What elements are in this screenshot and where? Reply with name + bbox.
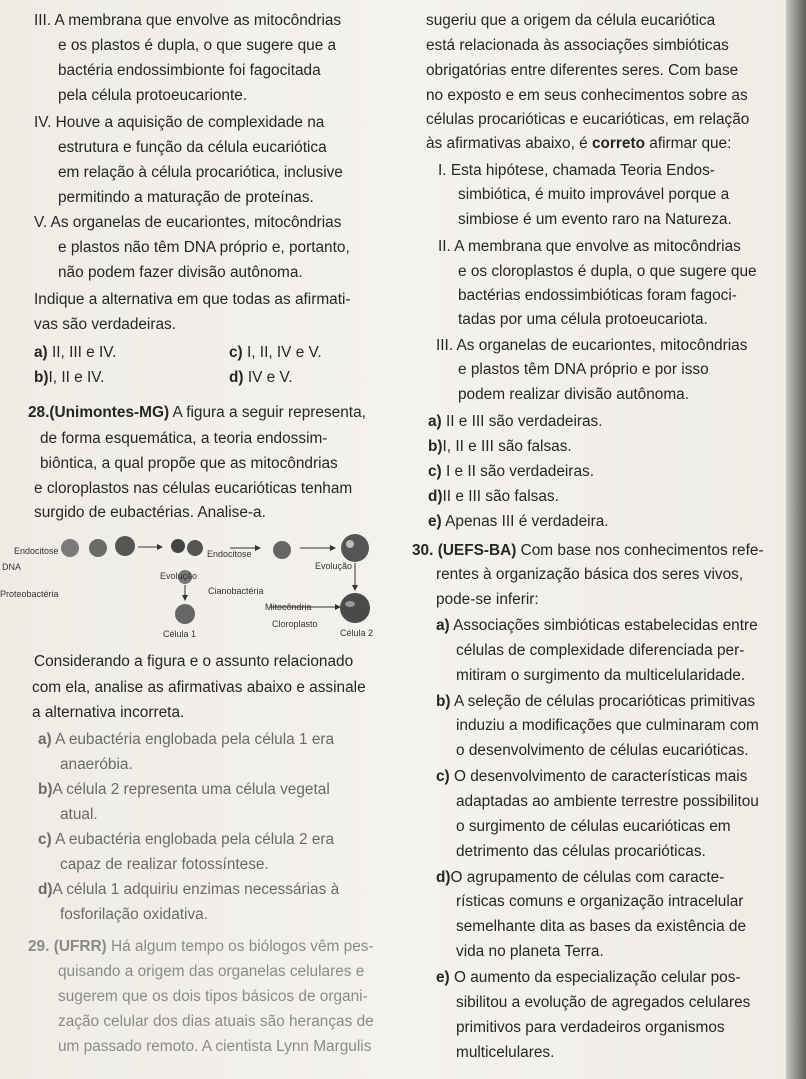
q28-option-d-cont: fosforilação oxidativa.	[60, 906, 208, 923]
question-source: (UFRR)	[53, 938, 107, 955]
option-letter: e)	[428, 513, 442, 530]
right-cont-line: células procarióticas e eucarióticas, em relação	[426, 111, 750, 128]
q30-option-e-cont: sibilitou a evolução de agregados celulares	[456, 994, 751, 1011]
q30-line: pode-se inferir:	[436, 591, 539, 608]
left-item5-line: não podem fazer divisão autônoma.	[58, 264, 303, 281]
engulfed-cell-icon	[187, 540, 203, 556]
option-text: O agrupamento de células com caracte-	[450, 869, 725, 886]
option-text: Apenas III é verdadeira.	[445, 513, 609, 530]
left-item3-line: pela célula protoeucarionte.	[58, 87, 248, 104]
q27-option-d[interactable]	[229, 368, 293, 387]
q28-option-c-cont: capaz de realizar fotossíntese.	[60, 856, 269, 873]
left-item5-line: e plastos não têm DNA próprio e, portanto,	[58, 239, 350, 256]
label-evolucao: Evolução	[315, 561, 353, 571]
left-item4-line: em relação à célula procariótica, inclusive	[58, 164, 343, 181]
right-item2-line: II. A membrana que envolve as mitocôndrias	[438, 238, 741, 255]
right-cont-line	[426, 134, 731, 153]
question-number: 29.	[28, 938, 50, 955]
q30-option-c-cont: adaptadas ao ambiente terrestre possibilitou	[456, 793, 759, 810]
q30-line: rentes à organização básica dos seres vivos,	[436, 566, 744, 583]
right-item2-line: tadas por uma célula protoeucariota.	[458, 311, 708, 328]
option-letter: a)	[436, 617, 450, 634]
question-text: Com base nos conhecimentos refe-	[520, 542, 764, 559]
instruction-line: vas são verdadeiras.	[34, 316, 177, 333]
label-dna: DNA	[2, 562, 22, 572]
q28-option-b-cont: atual.	[60, 806, 98, 823]
option-letter: d)	[229, 369, 244, 386]
label-celula1: Célula 1	[163, 629, 197, 639]
question-number: 30.	[412, 542, 434, 559]
option-text: I, II e IV.	[48, 369, 105, 386]
option-text: I, II, IV e V.	[246, 344, 322, 361]
option-text: A célula 2 representa uma célula vegetal	[52, 781, 330, 798]
q29-option-e[interactable]	[428, 512, 609, 531]
right-item1-line: simbiótica, é muito improvável porque a	[458, 186, 730, 203]
q30-option-c-cont: o surgimento de células eucarióticas em	[456, 818, 731, 835]
cont-bold: correto	[591, 135, 645, 152]
q28-heading	[28, 403, 366, 422]
q28-line: de forma esquemática, a teoria endossim-	[40, 430, 328, 447]
cont-text: às afirmativas abaixo, é	[426, 135, 588, 152]
host-cell-icon	[89, 539, 107, 557]
q30-option-a-cont: células de complexidade diferenciada per-	[456, 642, 745, 659]
option-text: A eubactéria englobada pela célula 1 era	[55, 731, 335, 748]
option-text: II, III e IV.	[51, 344, 117, 361]
option-letter: b)	[436, 693, 451, 710]
label-celula2: Célula 2	[340, 628, 374, 638]
q30-option-c-cont: detrimento das células procarióticas.	[456, 843, 706, 860]
option-letter: c)	[436, 768, 450, 785]
option-letter: c)	[428, 463, 442, 480]
question-source: (UEFS-BA)	[437, 542, 517, 559]
q29-line: um passado remoto. A cientista Lynn Margulis	[58, 1038, 372, 1055]
engulfed-cell-icon	[171, 539, 185, 553]
q28-line: biôntica, a qual propõe que as mitocôndrias	[40, 455, 338, 472]
right-cont-line: obrigatórias entre diferentes seres. Com base	[426, 62, 739, 79]
option-text: Associações simbióticas estabelecidas entre	[453, 617, 758, 634]
right-cont-line: sugeriu que a origem da célula eucariótica	[426, 12, 716, 29]
q30-option-d[interactable]	[436, 868, 724, 887]
option-letter: a)	[428, 413, 442, 430]
option-text: II e III são falsas.	[442, 488, 559, 505]
option-letter: d)	[38, 881, 53, 898]
q30-option-a[interactable]	[436, 616, 758, 635]
q29-line: sugerem que os dois tipos básicos de organi-	[58, 988, 368, 1005]
option-letter: c)	[229, 344, 243, 361]
q28-instruction-line: a alternativa incorreta.	[32, 704, 185, 721]
label-cianobacteria: Cianobactéria	[208, 586, 264, 596]
page-edge-shadow	[786, 0, 806, 1079]
option-letter: b)	[34, 369, 49, 386]
option-text: IV e V.	[247, 369, 293, 386]
q27-option-c[interactable]	[229, 343, 322, 362]
q28-instruction-line: Considerando a figura e o assunto relacionado	[34, 653, 354, 670]
label-cloroplasto: Cloroplasto	[272, 619, 318, 629]
option-letter: e)	[436, 969, 450, 986]
q28-option-b[interactable]	[38, 780, 330, 799]
cell2-icon	[340, 593, 370, 623]
option-letter: b)	[428, 438, 443, 455]
host-cell-icon	[115, 536, 135, 556]
question-number: 28.	[28, 404, 50, 421]
option-text: I e II são verdadeiras.	[445, 463, 594, 480]
q28-instruction-line: com ela, analise as afirmativas abaixo e assinale	[32, 679, 366, 696]
instruction-line: Indique a alternativa em que todas as afirmati-	[34, 291, 351, 308]
q30-option-e-cont: primitivos para verdadeiros organismos	[456, 1019, 725, 1036]
option-text: A célula 1 adquiriu enzimas necessárias à	[52, 881, 340, 898]
q29-heading	[28, 937, 374, 956]
option-letter: c)	[38, 831, 52, 848]
option-text: I, II e III são falsas.	[442, 438, 572, 455]
left-item3-line: e os plastos é dupla, o que sugere que a	[58, 37, 337, 54]
q30-option-a-cont: mitiram o surgimento da multicelularidade.	[456, 667, 746, 684]
option-text: A seleção de células procarióticas primitivas	[453, 693, 756, 710]
right-item1-line: I. Esta hipótese, chamada Teoria Endos-	[438, 162, 715, 179]
q30-option-d-cont: vida no planeta Terra.	[456, 943, 604, 960]
right-cont-line: no exposto e em seus conhecimentos sobre as	[426, 87, 748, 104]
right-item3-line: podem realizar divisão autônoma.	[458, 386, 689, 403]
q29-line: zação celular dos dias atuais são heranças de	[58, 1013, 374, 1030]
right-item3-line: e plastos têm DNA próprio e por isso	[458, 361, 709, 378]
q28-option-d[interactable]	[38, 880, 339, 899]
q29-option-c[interactable]	[428, 462, 594, 481]
q28-line: e cloroplastos nas células eucarióticas tenham	[34, 480, 353, 497]
q30-option-d-cont: semelhante dita as bases da existência de	[456, 918, 747, 935]
endosymbiosis-diagram	[0, 530, 390, 642]
label-mitocondria: Mitocôndria	[265, 602, 312, 612]
left-item5-line: V. As organelas de eucariontes, mitocôndrias	[34, 214, 342, 231]
endosymbiosis-figure	[0, 530, 390, 642]
option-text: A eubactéria englobada pela célula 2 era	[55, 831, 335, 848]
label-endocitose: Endocitose	[207, 549, 252, 559]
q30-option-e[interactable]	[436, 968, 741, 987]
option-letter: d)	[436, 869, 451, 886]
left-item3-line: III. A membrana que envolve as mitocôndrias	[34, 12, 342, 29]
option-letter: a)	[38, 731, 52, 748]
question-source: (Unimontes-MG)	[49, 404, 170, 421]
option-text: O aumento da especialização celular pos-	[453, 969, 741, 986]
right-item3-line: III. As organelas de eucariontes, mitocôndrias	[436, 337, 748, 354]
left-item4-line: IV. Houve a aquisição de complexidade na	[34, 114, 325, 131]
option-letter: d)	[428, 488, 443, 505]
q28-option-a[interactable]	[38, 730, 334, 749]
q29-line: quisando a origem das organelas celulares e	[58, 963, 365, 980]
label-evolucao: Evolução	[160, 571, 198, 581]
eukaryote-cell-icon	[341, 534, 369, 562]
right-item2-line: bactérias endossimbióticas foram fagoci-	[458, 287, 737, 304]
q29-option-b[interactable]	[428, 437, 572, 456]
q29-option-a[interactable]	[428, 412, 603, 431]
option-text: O desenvolvimento de características mais	[453, 768, 748, 785]
left-item3-line: bactéria endossimbionte foi fagocitada	[58, 62, 321, 79]
q29-option-d[interactable]	[428, 487, 559, 506]
question-text: Há algum tempo os biólogos vêm pes-	[110, 938, 374, 955]
q30-option-d-cont: rísticas comuns e organização intracelular	[456, 893, 744, 910]
right-cont-line: está relacionada às associações simbióticas	[426, 37, 729, 54]
q28-option-a-cont: anaeróbia.	[60, 756, 133, 773]
q30-option-b[interactable]	[436, 692, 755, 711]
right-item1-line: simbiose é um evento raro na Natureza.	[458, 211, 732, 228]
q30-option-c[interactable]	[436, 767, 747, 786]
cell1-icon	[175, 604, 195, 624]
cont-tail: afirmar que:	[649, 135, 732, 152]
question-text: A figura a seguir representa,	[172, 404, 366, 421]
right-item2-line: e os cloroplastos é dupla, o que sugere que	[458, 263, 757, 280]
q30-heading	[412, 541, 764, 560]
label-endocitose: Endocitose	[14, 546, 59, 556]
left-item4-line: estrutura e função da célula eucariótica	[58, 139, 327, 156]
q30-option-b-cont: induziu a modificações que culminaram com	[456, 717, 759, 734]
q27-option-a[interactable]	[34, 343, 116, 362]
label-proteobacteria: Proteobactéria	[0, 589, 59, 599]
left-item4-line: permitindo a maturação de proteínas.	[58, 189, 314, 206]
option-letter: a)	[34, 344, 48, 361]
q28-option-c[interactable]	[38, 830, 334, 849]
host-cell-icon	[273, 541, 291, 559]
q27-option-b[interactable]	[34, 368, 104, 387]
option-text: II e III são verdadeiras.	[445, 413, 603, 430]
q30-option-e-cont: multicelulares.	[456, 1044, 555, 1061]
q28-line: surgido de eubactérias. Analise-a.	[34, 504, 266, 521]
option-letter: b)	[38, 781, 53, 798]
host-cell-icon	[61, 539, 79, 557]
q30-option-b-cont: o desenvolvimento de células eucarióticas.	[456, 742, 749, 759]
